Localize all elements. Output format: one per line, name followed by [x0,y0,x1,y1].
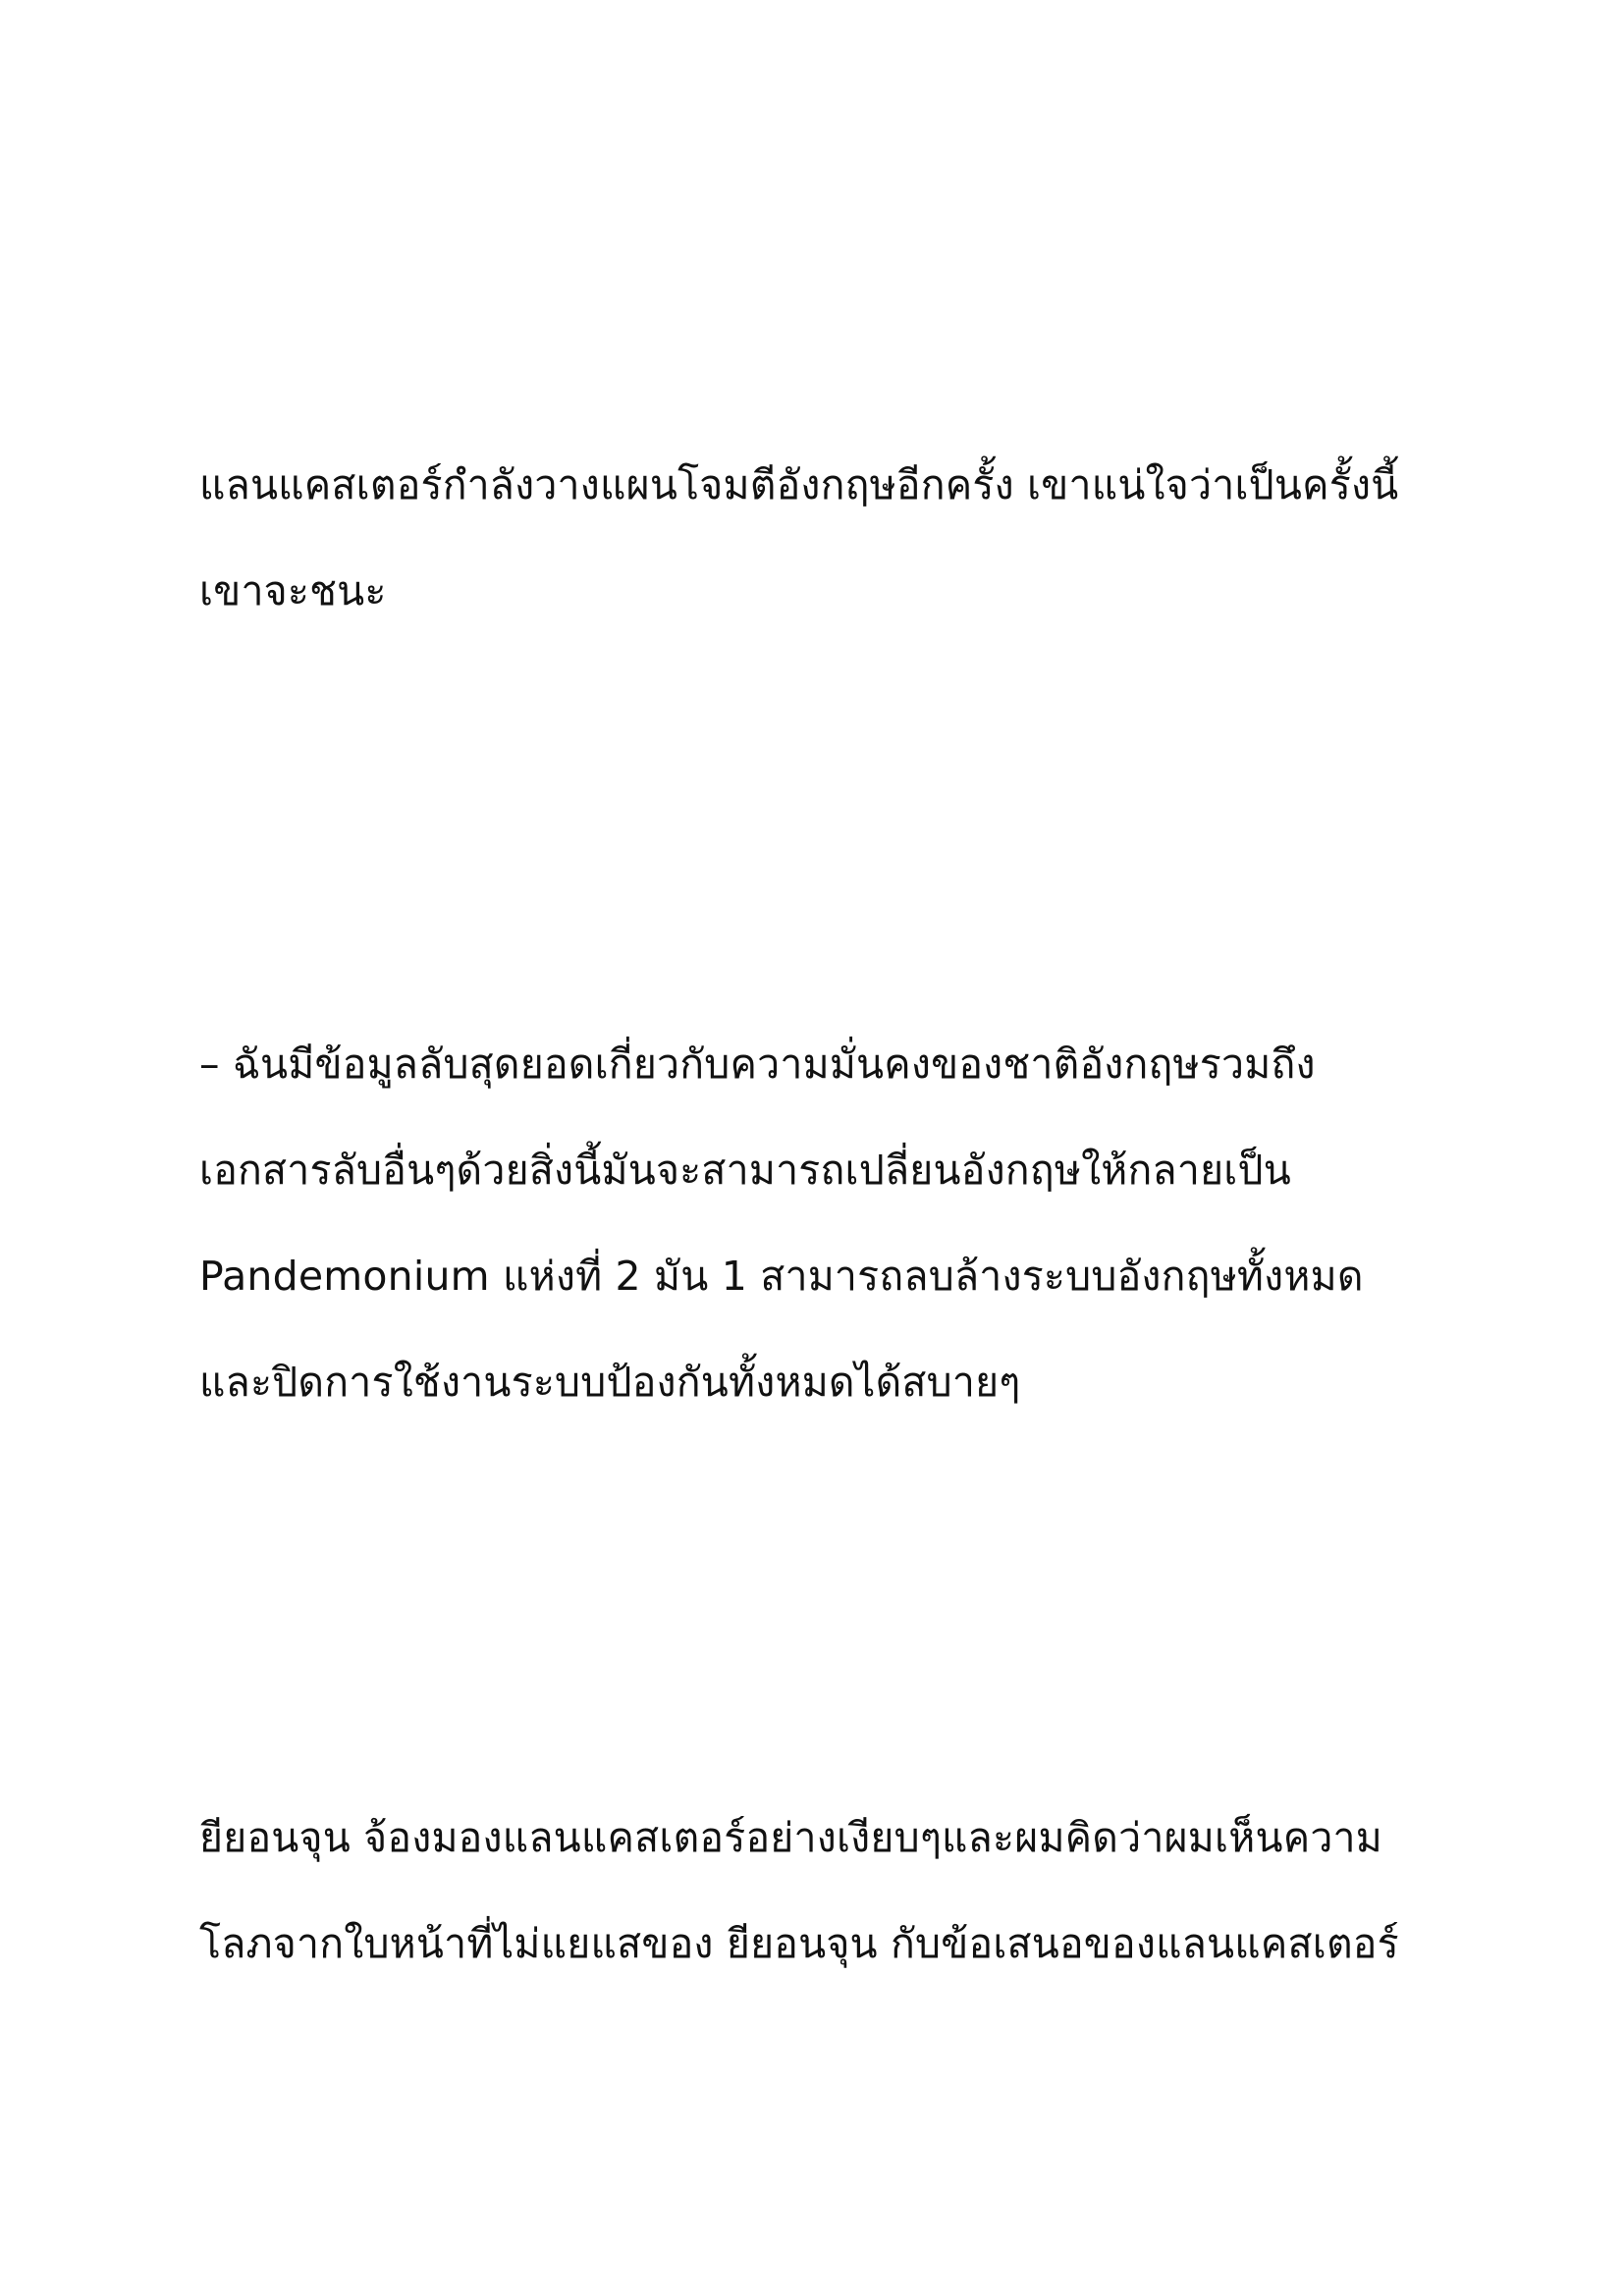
paragraph-lancaster-plan [199,432,1466,644]
text-line: แลนแคสเตอร์กำลังวางแผนโจมตีอังกฤษอีกครั้ง เขาแน่ใจว่าเป็นครั้งนี้ [199,461,1399,508]
text-line: – ฉันมีข้อมูลลับสุดยอดเกี่ยวกับความมั่นคงของชาติอังกฤษรวมถึง [199,1041,1316,1088]
paragraph-dialogue [199,1011,1466,1435]
text-line: เอกสารลับอื่นๆด้วยสิ่งนี้มันจะสามารถเปลี่ยนอังกฤษให้กลายเป็น [199,1147,1291,1194]
text-line: โลภจากใบหน้าที่ไม่แยแสของ ยียอนจุน กับข้อเสนอของแลนแคสเตอร์ [199,1920,1399,1967]
text-line: Pandemonium แห่งที่ 2 มัน 1 สามารถลบล้างระบบอังกฤษทั้งหมด [199,1253,1364,1300]
text-line: ยียอนจุน จ้องมองแลนแคสเตอร์อย่างเงียบๆและผมคิดว่าผมเห็นความ [199,1814,1382,1861]
paragraph-yeonjun-reaction [199,1785,1466,1997]
text-line: และปิดการใช้งานระบบป้องกันทั้งหมดได้สบายๆ [199,1359,1021,1406]
text-line: เขาจะชนะ [199,567,387,614]
